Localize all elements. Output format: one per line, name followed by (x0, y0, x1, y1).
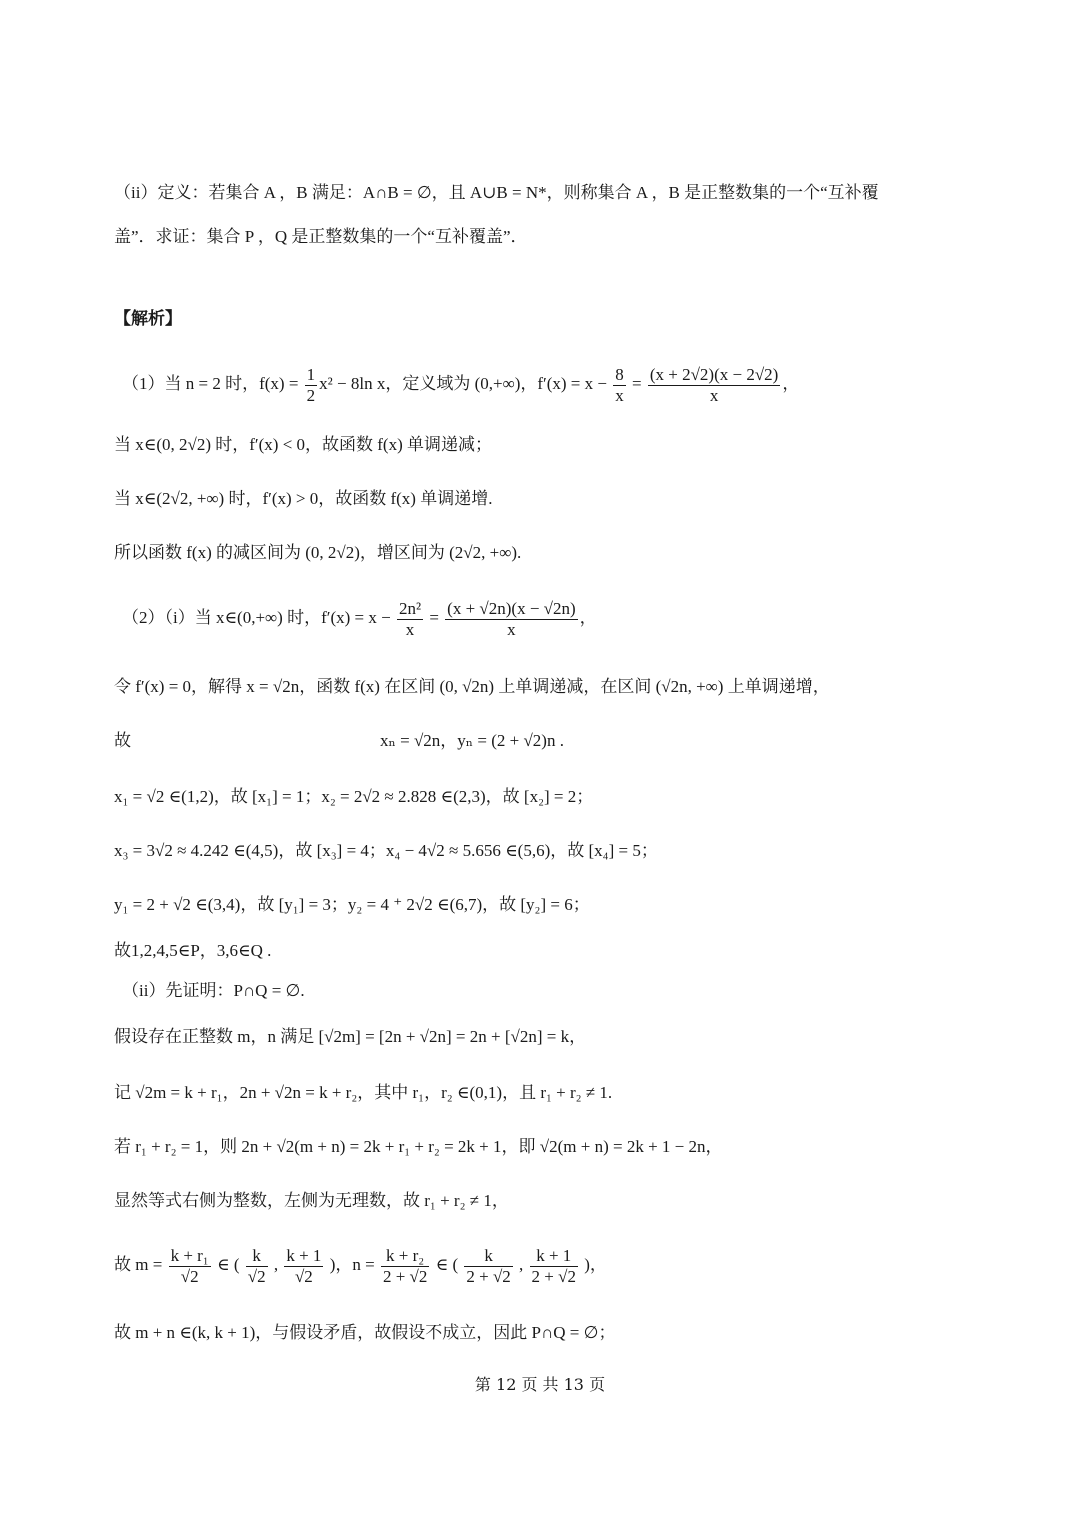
page-footer: 第 12 页 共 13 页 (474, 1375, 606, 1394)
text-segment: )， (579, 1255, 607, 1274)
fraction (169, 1246, 211, 1287)
numerator: k + r₂ (381, 1246, 429, 1267)
text-segment: ， (782, 374, 800, 393)
text-line: 盖”．求证：集合 P ，Q 是正整数集的一个“互补覆盖”． (114, 227, 528, 246)
denominator: x (615, 385, 624, 405)
fraction (613, 365, 626, 406)
text-line: y₁ = 2 + √2 ∈(3,4)，故 [y₁] = 3；y₂ = 4 ⁺ 2√2 ∈(6,7)，故 [y₂] = 6； (114, 895, 590, 914)
numerator: k + 1 (530, 1246, 578, 1267)
denominator: x (507, 619, 516, 639)
fraction (284, 1246, 323, 1287)
denominator: 2 + √2 (382, 1266, 428, 1286)
text-line: x₃ = 3√2 ≈ 4.242 ∈(4,5)，故 [x₃] = 4；x₄ − 4√2 ≈ 5.656 ∈(5,6)，故 [x₄] = 5； (114, 841, 658, 860)
numerator: k + r₁ (170, 1245, 209, 1265)
text-segment: = (425, 608, 444, 627)
text-segment: 故 m = (114, 1255, 167, 1274)
numerator: 2n² (398, 598, 422, 618)
numerator: k (464, 1246, 512, 1267)
text-segment: x² − 8ln x，定义域为 (0,+∞)，f′(x) = x − (319, 374, 612, 393)
fraction (381, 1246, 429, 1287)
text-segment: （1）当 n = 2 时，f(x) = (122, 374, 303, 393)
denominator: x (405, 619, 415, 639)
numerator: (x + √2n)(x − √2n) (447, 598, 576, 618)
text-line: 假设存在正整数 m，n 满足 [√2m] = [2n + √2n] = 2n + [√2n] = k， (114, 1027, 587, 1046)
denominator: x (709, 385, 719, 405)
text-segment: , (269, 1255, 283, 1274)
section-heading: 【解析】 (114, 309, 182, 329)
text-line: 故1,2,4,5∈P，3,6∈Q . (114, 941, 272, 960)
fraction (464, 1246, 512, 1287)
centered-equation: xₙ = √2n，yₙ = (2 + √2)n . (380, 731, 564, 750)
text-line: 所以函数 f(x) 的减区间为 (0, 2√2)，增区间为 (2√2, +∞). (114, 543, 522, 562)
numerator: k + 1 (286, 1245, 322, 1265)
fraction (648, 365, 780, 406)
text-line: 记 √2m = k + r₁，2n + √2n = k + r₂，其中 r₁，r₂ ∈(0,1)，且 r₁ + r₂ ≠ 1. (114, 1083, 613, 1102)
fraction (397, 599, 423, 640)
numerator: 8 (615, 364, 624, 384)
denominator: 2 (306, 385, 316, 405)
text-line: 当 x∈(0, 2√2) 时，f′(x) < 0，故函数 f(x) 单调递减； (114, 435, 493, 454)
text-segment: ， (579, 608, 597, 627)
text-line: （ii）先证明：P∩Q = ∅. (122, 981, 305, 1000)
denominator: 2 + √2 (466, 1266, 511, 1286)
denominator: 2 + √2 (531, 1266, 576, 1286)
numerator: k (246, 1246, 268, 1267)
numerator: (x + 2√2)(x − 2√2) (649, 364, 779, 384)
text-line (114, 728, 980, 754)
text-segment: = (627, 374, 646, 393)
formula-line (122, 362, 980, 406)
text-segment: ∈ ( (212, 1255, 244, 1274)
text-line: 若 r₁ + r₂ = 1，则 2n + √2(m + n) = 2k + r₁ + r₂ = 2k + 1，即 √2(m + n) = 2k + 1 − 2n， (114, 1137, 723, 1156)
denominator: √2 (247, 1266, 266, 1286)
text-line: （ii）定义：若集合 A ，B 满足：A∩B = ∅，且 A∪B = N*，则称集合 A ，B 是正整数集的一个“互补覆 (114, 183, 879, 202)
text-segment: , (514, 1255, 528, 1274)
text-line: 故 m + n ∈(k, k + 1)，与假设矛盾，故假设不成立，因此 P∩Q = ∅； (114, 1323, 616, 1342)
fraction (530, 1246, 578, 1287)
text-segment: )，n = (325, 1255, 379, 1274)
text-line: x₁ = √2 ∈(1,2)，故 [x₁] = 1；x₂ = 2√2 ≈ 2.828 ∈(2,3)，故 [x₂] = 2； (114, 787, 594, 806)
text-line: 显然等式右侧为整数，左侧为无理数，故 r₁ + r₂ ≠ 1， (114, 1191, 509, 1210)
denominator: √2 (180, 1266, 199, 1286)
denominator: √2 (294, 1266, 313, 1286)
text-segment: ∈ ( (431, 1255, 463, 1274)
text-segment: （2）（i）当 x∈(0,+∞) 时，f′(x) = x − (122, 608, 395, 627)
fraction (305, 365, 318, 406)
text-segment: 故 (114, 731, 131, 750)
numerator: 1 (306, 364, 316, 384)
formula-line (122, 596, 980, 640)
text-line: 当 x∈(2√2, +∞) 时，f′(x) > 0，故函数 f(x) 单调递增. (114, 489, 493, 508)
text-line: 令 f′(x) = 0，解得 x = √2n，函数 f(x) 在区间 (0, √2n) 上单调递减，在区间 (√2n, +∞) 上单调递增， (114, 677, 830, 696)
formula-line (114, 1240, 980, 1290)
fraction (246, 1246, 268, 1287)
fraction (445, 599, 577, 640)
